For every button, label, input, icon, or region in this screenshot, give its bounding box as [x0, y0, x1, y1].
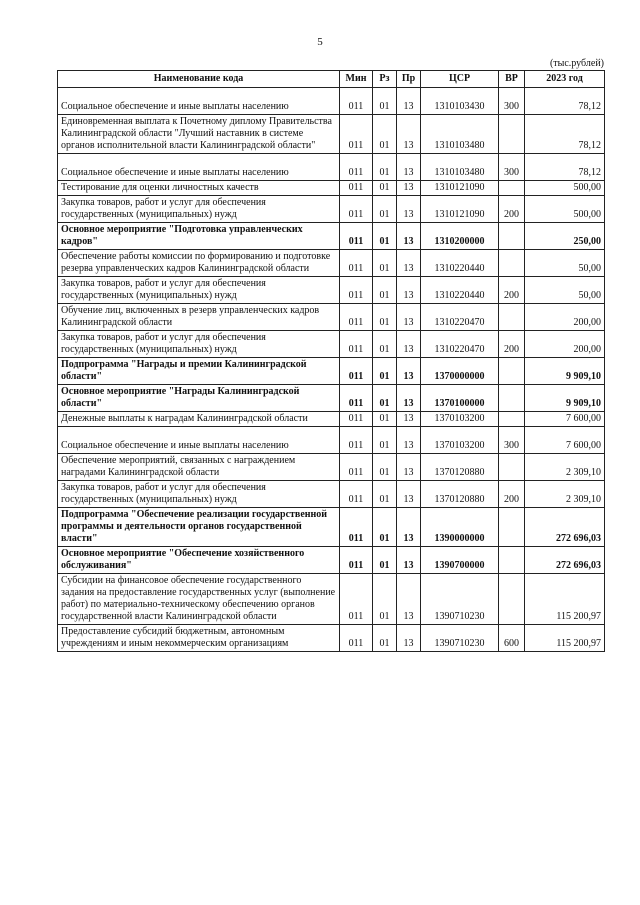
- cell-rz: 01: [373, 385, 397, 412]
- cell-name: Обеспечение работы комиссии по формированию и подготовке резерва управленческих кадров Калининградской области: [58, 250, 340, 277]
- cell-name: Субсидии на финансовое обеспечение государственного задания на предоставление государственных услуг (выполнение работ) по материально-техническому обеспечению органов государственной власти Калининградской области: [58, 574, 340, 625]
- cell-csr: 1370103200: [421, 427, 499, 454]
- table-row: [58, 412, 605, 427]
- cell-vr: 200: [499, 277, 525, 304]
- cell-amount: 272 696,03: [525, 547, 605, 574]
- cell-pr: 13: [397, 412, 421, 427]
- cell-vr: 200: [499, 331, 525, 358]
- cell-name: Подпрограмма "Обеспечение реализации государственной программы и деятельности органов государственной власти": [58, 508, 340, 547]
- table-row: [58, 154, 605, 181]
- cell-amount: 200,00: [525, 304, 605, 331]
- cell-pr: 13: [397, 385, 421, 412]
- cell-vr: 200: [499, 196, 525, 223]
- cell-name: Закупка товаров, работ и услуг для обеспечения государственных (муниципальных) нужд: [58, 481, 340, 508]
- cell-min: 011: [340, 385, 373, 412]
- header-rz: Рз: [373, 71, 397, 88]
- cell-csr: 1390700000: [421, 547, 499, 574]
- cell-rz: 01: [373, 331, 397, 358]
- table-row: [58, 277, 605, 304]
- cell-amount: 50,00: [525, 277, 605, 304]
- cell-pr: 13: [397, 223, 421, 250]
- header-amount: 2023 год: [525, 71, 605, 88]
- cell-amount: 115 200,97: [525, 625, 605, 652]
- cell-pr: 13: [397, 88, 421, 115]
- cell-csr: 1370120880: [421, 454, 499, 481]
- cell-vr: [499, 115, 525, 154]
- cell-csr: 1390710230: [421, 574, 499, 625]
- cell-csr: 1370000000: [421, 358, 499, 385]
- table-row: [58, 304, 605, 331]
- cell-amount: 500,00: [525, 196, 605, 223]
- cell-csr: 1370103200: [421, 412, 499, 427]
- cell-name: Социальное обеспечение и иные выплаты населению: [58, 88, 340, 115]
- cell-min: 011: [340, 427, 373, 454]
- cell-min: 011: [340, 625, 373, 652]
- cell-name: Основное мероприятие "Обеспечение хозяйственного обслуживания": [58, 547, 340, 574]
- cell-csr: 1310220440: [421, 277, 499, 304]
- header-min: Мин: [340, 71, 373, 88]
- table-row: [58, 358, 605, 385]
- cell-amount: 78,12: [525, 154, 605, 181]
- cell-pr: 13: [397, 358, 421, 385]
- cell-name: Социальное обеспечение и иные выплаты населению: [58, 154, 340, 181]
- table-row: [58, 574, 605, 625]
- cell-rz: 01: [373, 223, 397, 250]
- cell-amount: 2 309,10: [525, 481, 605, 508]
- table-row: [58, 427, 605, 454]
- cell-name: Закупка товаров, работ и услуг для обеспечения государственных (муниципальных) нужд: [58, 277, 340, 304]
- cell-name: Тестирование для оценки личностных качеств: [58, 181, 340, 196]
- cell-name: Закупка товаров, работ и услуг для обеспечения государственных (муниципальных) нужд: [58, 331, 340, 358]
- cell-vr: [499, 181, 525, 196]
- cell-rz: 01: [373, 427, 397, 454]
- cell-amount: 272 696,03: [525, 508, 605, 547]
- cell-vr: [499, 385, 525, 412]
- cell-vr: [499, 250, 525, 277]
- cell-csr: 1310220470: [421, 304, 499, 331]
- cell-rz: 01: [373, 574, 397, 625]
- cell-min: 011: [340, 454, 373, 481]
- cell-min: 011: [340, 181, 373, 196]
- cell-min: 011: [340, 88, 373, 115]
- cell-name: Обеспечение мероприятий, связанных с награждением наградами Калининградской области: [58, 454, 340, 481]
- cell-pr: 13: [397, 481, 421, 508]
- table-row: [58, 481, 605, 508]
- cell-csr: 1310220440: [421, 250, 499, 277]
- table-row: [58, 547, 605, 574]
- cell-pr: 13: [397, 454, 421, 481]
- cell-vr: [499, 412, 525, 427]
- cell-rz: 01: [373, 454, 397, 481]
- cell-vr: 600: [499, 625, 525, 652]
- cell-amount: 9 909,10: [525, 358, 605, 385]
- cell-amount: 200,00: [525, 331, 605, 358]
- cell-min: 011: [340, 412, 373, 427]
- cell-pr: 13: [397, 304, 421, 331]
- cell-pr: 13: [397, 625, 421, 652]
- cell-pr: 13: [397, 574, 421, 625]
- cell-rz: 01: [373, 277, 397, 304]
- cell-csr: 1370120880: [421, 481, 499, 508]
- cell-name: Основное мероприятие "Награды Калининградской области": [58, 385, 340, 412]
- cell-rz: 01: [373, 358, 397, 385]
- cell-min: 011: [340, 250, 373, 277]
- cell-csr: 1310220470: [421, 331, 499, 358]
- table-row: [58, 115, 605, 154]
- cell-amount: 7 600,00: [525, 412, 605, 427]
- unit-label: (тыс.рублей): [549, 58, 604, 69]
- cell-amount: 250,00: [525, 223, 605, 250]
- budget-table: [57, 70, 605, 652]
- cell-pr: 13: [397, 508, 421, 547]
- header-pr: Пр: [397, 71, 421, 88]
- cell-rz: 01: [373, 88, 397, 115]
- cell-pr: 13: [397, 250, 421, 277]
- header-name: Наименование кода: [58, 71, 340, 88]
- cell-name: Социальное обеспечение и иные выплаты населению: [58, 427, 340, 454]
- cell-rz: 01: [373, 304, 397, 331]
- cell-vr: [499, 508, 525, 547]
- cell-pr: 13: [397, 331, 421, 358]
- cell-vr: 300: [499, 154, 525, 181]
- cell-csr: 1390710230: [421, 625, 499, 652]
- cell-rz: 01: [373, 115, 397, 154]
- cell-rz: 01: [373, 508, 397, 547]
- cell-min: 011: [340, 331, 373, 358]
- cell-min: 011: [340, 481, 373, 508]
- cell-vr: 200: [499, 481, 525, 508]
- cell-amount: 78,12: [525, 115, 605, 154]
- cell-name: Обучение лиц, включенных в резерв управленческих кадров Калининградской области: [58, 304, 340, 331]
- table-row: [58, 385, 605, 412]
- cell-name: Основное мероприятие "Подготовка управленческих кадров": [58, 223, 340, 250]
- table-row: [58, 508, 605, 547]
- table-row: [58, 250, 605, 277]
- table-row: [58, 625, 605, 652]
- cell-rz: 01: [373, 412, 397, 427]
- cell-pr: 13: [397, 181, 421, 196]
- page-number: 5: [317, 36, 323, 48]
- cell-amount: 2 309,10: [525, 454, 605, 481]
- cell-vr: 300: [499, 427, 525, 454]
- cell-csr: 1310121090: [421, 196, 499, 223]
- cell-amount: 50,00: [525, 250, 605, 277]
- header-csr: ЦСР: [421, 71, 499, 88]
- cell-vr: [499, 574, 525, 625]
- cell-csr: 1310103430: [421, 88, 499, 115]
- cell-name: Закупка товаров, работ и услуг для обеспечения государственных (муниципальных) нужд: [58, 196, 340, 223]
- cell-vr: [499, 547, 525, 574]
- cell-vr: [499, 223, 525, 250]
- table-header-row: [58, 71, 605, 88]
- cell-rz: 01: [373, 196, 397, 223]
- cell-pr: 13: [397, 154, 421, 181]
- cell-vr: 300: [499, 88, 525, 115]
- cell-min: 011: [340, 196, 373, 223]
- cell-name: Единовременная выплата к Почетному диплому Правительства Калининградской области "Лучший наставник в системе органов исполнительной власти Калининградской области": [58, 115, 340, 154]
- cell-min: 011: [340, 154, 373, 181]
- cell-min: 011: [340, 277, 373, 304]
- cell-amount: 9 909,10: [525, 385, 605, 412]
- cell-rz: 01: [373, 625, 397, 652]
- cell-name: Подпрограмма "Награды и премии Калининградской области": [58, 358, 340, 385]
- table-row: [58, 196, 605, 223]
- cell-csr: 1390000000: [421, 508, 499, 547]
- cell-vr: [499, 304, 525, 331]
- cell-csr: 1310200000: [421, 223, 499, 250]
- cell-rz: 01: [373, 547, 397, 574]
- cell-rz: 01: [373, 181, 397, 196]
- cell-vr: [499, 454, 525, 481]
- cell-pr: 13: [397, 547, 421, 574]
- cell-csr: 1310103480: [421, 154, 499, 181]
- cell-csr: 1310103480: [421, 115, 499, 154]
- cell-min: 011: [340, 574, 373, 625]
- table-row: [58, 223, 605, 250]
- cell-min: 011: [340, 358, 373, 385]
- cell-csr: 1310121090: [421, 181, 499, 196]
- cell-min: 011: [340, 115, 373, 154]
- cell-amount: 78,12: [525, 88, 605, 115]
- cell-csr: 1370100000: [421, 385, 499, 412]
- cell-rz: 01: [373, 481, 397, 508]
- header-vr: ВР: [499, 71, 525, 88]
- cell-min: 011: [340, 508, 373, 547]
- cell-name: Денежные выплаты к наградам Калининградской области: [58, 412, 340, 427]
- cell-min: 011: [340, 304, 373, 331]
- cell-name: Предоставление субсидий бюджетным, автономным учреждениям и иным некоммерческим организациям: [58, 625, 340, 652]
- cell-pr: 13: [397, 196, 421, 223]
- cell-amount: 500,00: [525, 181, 605, 196]
- table-row: [58, 454, 605, 481]
- cell-min: 011: [340, 223, 373, 250]
- cell-amount: 7 600,00: [525, 427, 605, 454]
- table-row: [58, 88, 605, 115]
- cell-vr: [499, 358, 525, 385]
- cell-amount: 115 200,97: [525, 574, 605, 625]
- cell-rz: 01: [373, 154, 397, 181]
- cell-pr: 13: [397, 115, 421, 154]
- cell-min: 011: [340, 547, 373, 574]
- table-row: [58, 331, 605, 358]
- cell-pr: 13: [397, 427, 421, 454]
- table-row: [58, 181, 605, 196]
- cell-pr: 13: [397, 277, 421, 304]
- cell-rz: 01: [373, 250, 397, 277]
